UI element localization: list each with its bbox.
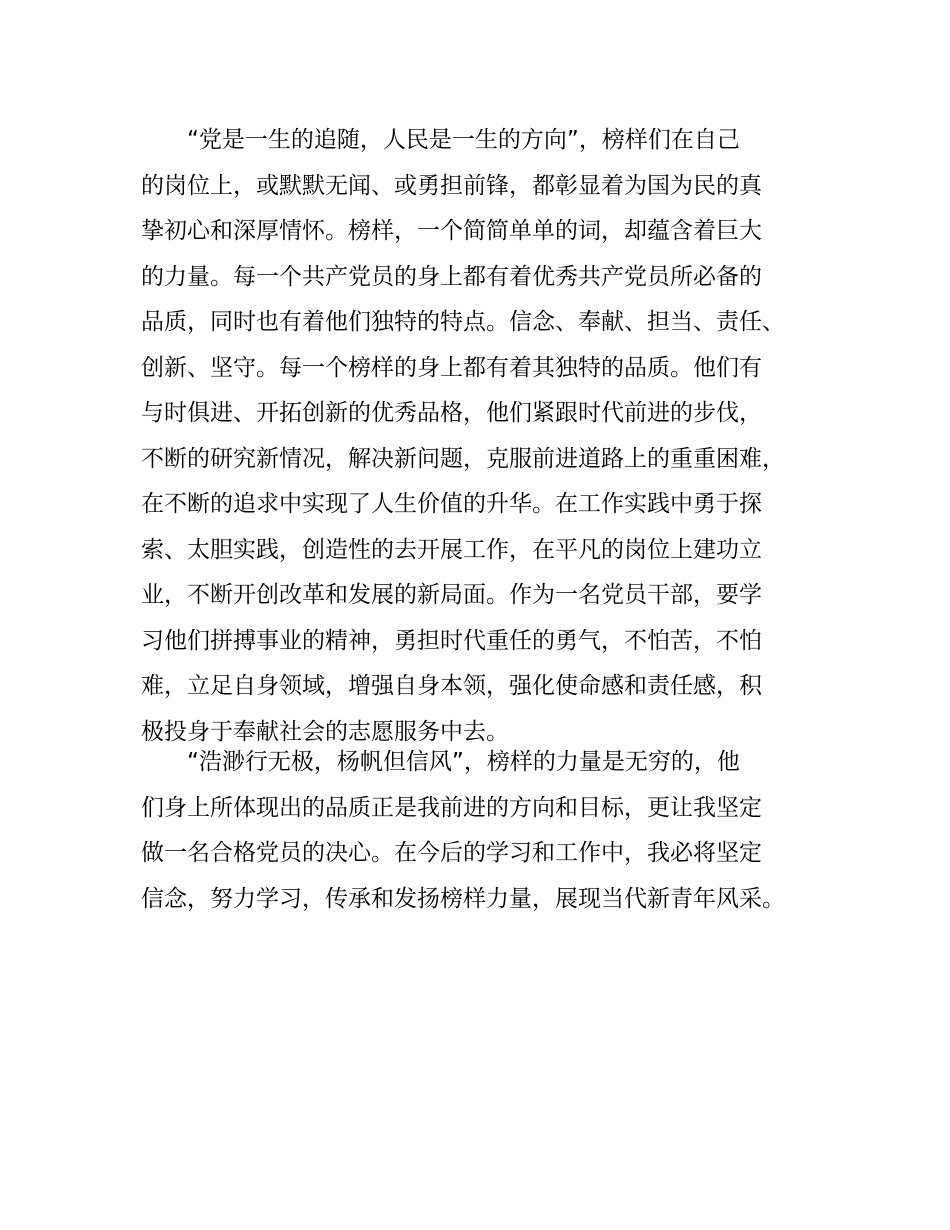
text-line: 在不断的追求中实现了人生价值的升华。在工作实践中勇于探 bbox=[141, 491, 762, 517]
text-line: 索、太胆实践，创造性的去开展工作，在平凡的岗位上建功立 bbox=[141, 536, 762, 563]
text-line: “浩渺行无极，杨帆但信风”，榜样的力量是无穷的，他 bbox=[187, 749, 740, 775]
paragraph-2 bbox=[141, 740, 841, 922]
text-line: 的岗位上，或默默无闻、或勇担前锋，都彰显着为国为民的真 bbox=[141, 172, 762, 199]
text-line: 难，立足自身领域，增强自身本领，强化使命感和责任感，积 bbox=[141, 673, 762, 699]
text-line: 业，不断开创改革和发展的新局面。作为一名党员干部，要学 bbox=[141, 582, 762, 608]
text-line: “党是一生的追随，人民是一生的方向”，榜样们在自己 bbox=[187, 127, 740, 153]
text-line: 挚初心和深厚情怀。榜样，一个简简单单的词，却蕴含着巨大 bbox=[141, 218, 762, 244]
text-line: 习他们拼搏事业的精神，勇担时代重任的勇气，不怕苦，不怕 bbox=[141, 627, 762, 654]
text-line: 创新、坚守。每一个榜样的身上都有着其独特的品质。他们有 bbox=[141, 354, 762, 381]
text-line: 信念，努力学习，传承和发扬榜样力量，展现当代新青年风采。 bbox=[141, 885, 785, 912]
text-line: 做一名合格党员的决心。在今后的学习和工作中，我必将坚定 bbox=[141, 840, 762, 866]
text-line: 极投身于奉献社会的志愿服务中去。 bbox=[141, 718, 509, 745]
text-line: 品质，同时也有着他们独特的特点。信念、奉献、担当、责任、 bbox=[141, 309, 785, 335]
text-line: 们身上所体现出的品质正是我前进的方向和目标，更让我坚定 bbox=[141, 794, 762, 821]
text-line: 与时俱进、开拓创新的优秀品格，他们紧跟时代前进的步伐， bbox=[141, 400, 762, 426]
text-line: 不断的研究新情况，解决新问题，克服前进道路上的重重困难， bbox=[141, 445, 785, 472]
text-line: 的力量。每一个共产党员的身上都有着优秀共产党员所必备的 bbox=[141, 263, 762, 290]
paragraph-1 bbox=[141, 118, 841, 755]
